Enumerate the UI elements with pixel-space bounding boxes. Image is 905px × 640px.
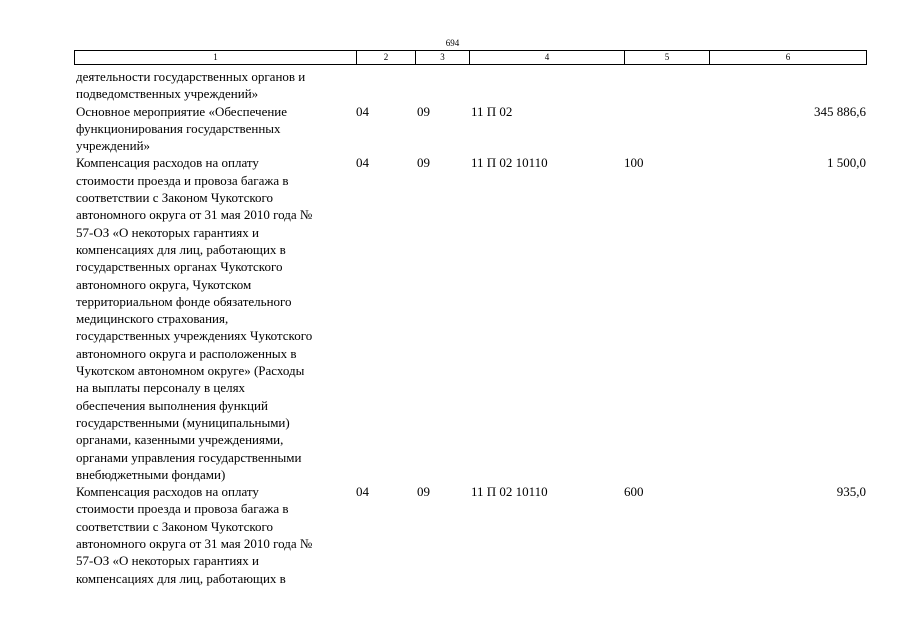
- subsection-code: 09: [417, 484, 430, 500]
- column-header-2: 2: [357, 51, 416, 65]
- table-row: [76, 483, 866, 587]
- description-line: 57-ОЗ «О некоторых гарантиях и: [76, 553, 259, 569]
- description-line: автономного округа от 31 мая 2010 года №: [76, 207, 313, 223]
- description-line: автономного округа, Чукотском: [76, 276, 252, 292]
- description-line: Чукотском автономном округе» (Расходы: [76, 363, 305, 379]
- description-line: органами, казенными учреждениями,: [76, 432, 284, 448]
- table-row: [76, 154, 866, 483]
- row-description: [76, 103, 356, 155]
- row-description: [76, 68, 356, 103]
- section-code: [356, 68, 417, 103]
- description-line: территориальном фонде обязательного: [76, 293, 292, 309]
- description-line: государственных учреждениях Чукотского: [76, 328, 313, 344]
- description-line: автономного округа от 31 мая 2010 года №: [76, 536, 313, 552]
- description-line: органами управления государственными: [76, 449, 302, 465]
- amount: 1 500,0: [827, 155, 866, 171]
- page-number: 694: [445, 38, 460, 48]
- column-header-3: 3: [416, 51, 470, 65]
- budget-table-body: [76, 68, 866, 587]
- description-line: государственных органах Чукотского: [76, 259, 283, 275]
- row-description: [76, 154, 356, 483]
- description-line: 57-ОЗ «О некоторых гарантиях и: [76, 224, 259, 240]
- target-article-code: 11 П 02 10110: [471, 484, 548, 500]
- section-code: 04: [356, 155, 369, 171]
- description-line: компенсациях для лиц, работающих в: [76, 570, 286, 586]
- description-line: Компенсация расходов на оплату: [76, 155, 259, 171]
- column-header-row: [75, 51, 867, 65]
- expense-type-code: 600: [624, 484, 644, 500]
- target-article-code: [471, 68, 624, 103]
- description-line: внебюджетными фондами): [76, 466, 226, 482]
- description-line: компенсациях для лиц, работающих в: [76, 241, 286, 257]
- section-code: 04: [356, 103, 369, 119]
- description-line: государственными (муниципальными): [76, 414, 290, 430]
- description-line: соответствии с Законом Чукотского: [76, 190, 274, 206]
- target-article-code: 11 П 02 10110: [471, 155, 548, 171]
- column-header-4: 4: [470, 51, 625, 65]
- column-header-1: 1: [75, 51, 357, 65]
- column-header-table: [74, 50, 867, 65]
- subsection-code: 09: [417, 103, 430, 119]
- description-line: Основное мероприятие «Обеспечение: [76, 103, 288, 119]
- amount: 345 886,6: [814, 103, 866, 119]
- amount: [709, 68, 866, 103]
- subsection-code: [417, 68, 471, 103]
- description-line: стоимости проезда и провоза багажа в: [76, 172, 289, 188]
- description-line: автономного округа и расположенных в: [76, 345, 297, 361]
- description-line: Компенсация расходов на оплату: [76, 484, 259, 500]
- column-header-6: 6: [710, 51, 867, 65]
- description-line: медицинского страхования,: [76, 311, 229, 327]
- description-line: деятельности государственных органов и: [76, 69, 306, 84]
- expense-type-code: [624, 103, 709, 155]
- description-line: соответствии с Законом Чукотского: [76, 518, 274, 534]
- description-line: подведомственных учреждений»: [76, 86, 259, 102]
- row-description: [76, 483, 356, 587]
- expense-type-code: 100: [624, 155, 644, 171]
- section-code: 04: [356, 484, 369, 500]
- table-row: [76, 68, 866, 103]
- target-article-code: 11 П 02: [471, 103, 513, 119]
- expense-type-code: [624, 68, 709, 103]
- amount: 935,0: [836, 484, 866, 500]
- description-line: на выплаты персоналу в целях: [76, 380, 246, 396]
- description-line: учреждений»: [76, 138, 151, 154]
- description-line: обеспечения выполнения функций: [76, 397, 268, 413]
- description-line: стоимости проезда и провоза багажа в: [76, 501, 289, 517]
- subsection-code: 09: [417, 155, 430, 171]
- description-line: функционирования государственных: [76, 120, 281, 136]
- column-header-5: 5: [625, 51, 710, 65]
- table-row: [76, 103, 866, 155]
